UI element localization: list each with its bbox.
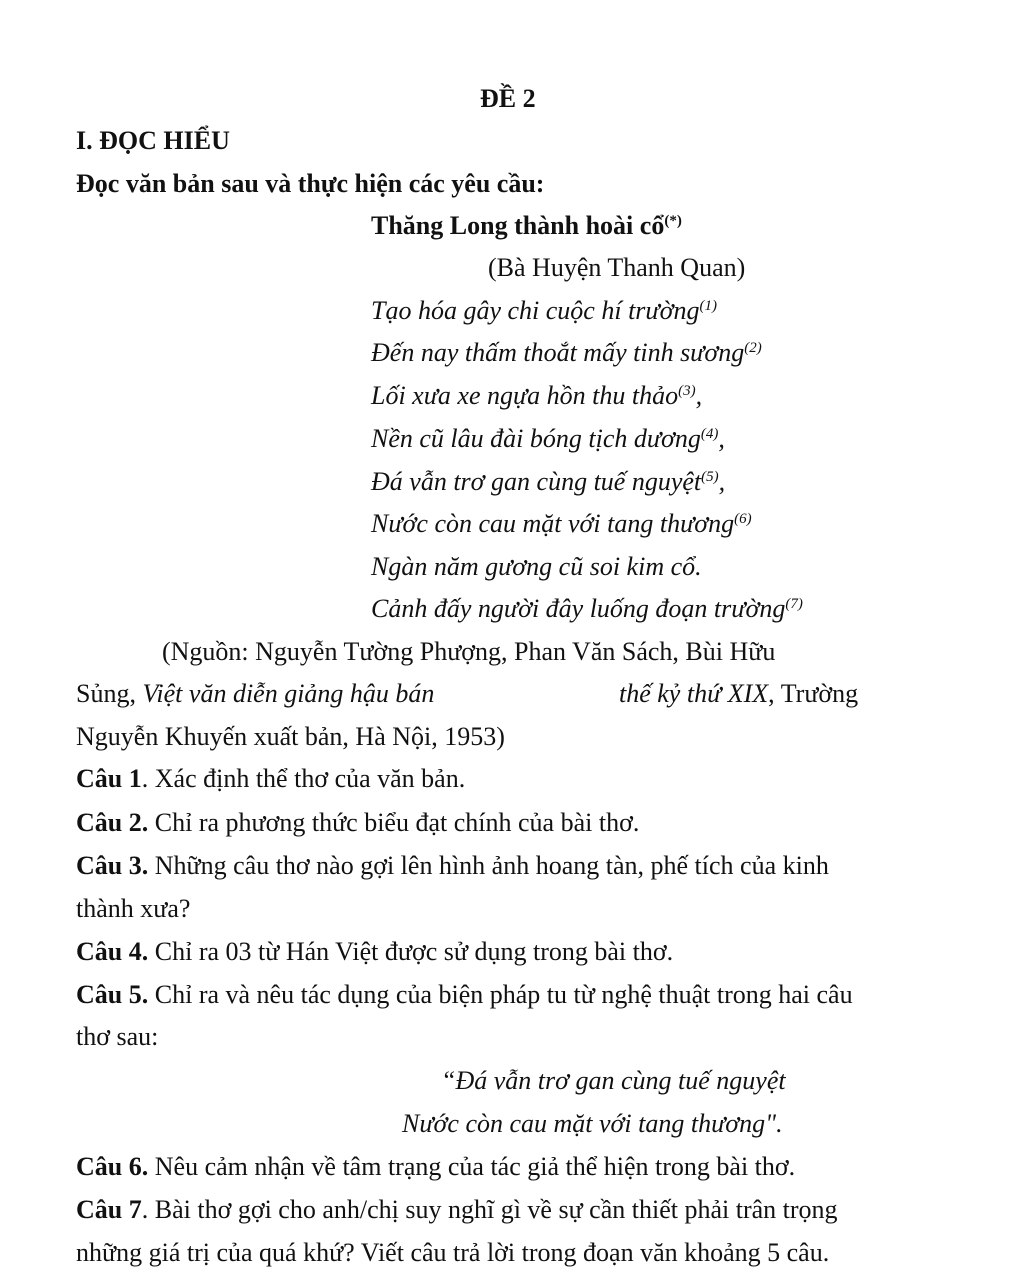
poem-title-note: (*) <box>664 213 682 229</box>
exam-title: ĐỀ 2 <box>480 84 536 113</box>
question-4: Câu 4. Chỉ ra 03 từ Hán Việt được sử dụng trong bài thơ. <box>76 937 674 966</box>
quote-line-1: “Đá vẫn trơ gan cùng tuế nguyệt <box>441 1066 786 1095</box>
source-line-2: Sủng, Việt văn diễn giảng hậu bán <box>76 679 435 708</box>
question-3: Câu 3. Những câu thơ nào gợi lên hình ảnh hoang tàn, phế tích của kinh <box>76 851 829 880</box>
poem-line: Nước còn cau mặt với tang thương$^{(6)}$ <box>371 509 752 538</box>
question-7: Câu 7. Bài thơ gợi cho anh/chị suy nghĩ gì về sự cần thiết phải trân trọng <box>76 1195 838 1224</box>
poem-title <box>371 211 682 241</box>
question-5: Câu 5. Chỉ ra và nêu tác dụng của biện pháp tu từ nghệ thuật trong hai câu <box>76 980 853 1009</box>
poem-author: (Bà Huyện Thanh Quan) <box>488 253 746 282</box>
question-7-cont: những giá trị của quá khứ? Viết câu trả lời trong đoạn văn khoảng 5 câu. <box>76 1238 830 1267</box>
question-3-cont: thành xưa? <box>76 894 191 923</box>
question-6: Câu 6. Nêu cảm nhận về tâm trạng của tác giả thể hiện trong bài thơ. <box>76 1152 796 1181</box>
source-line-3: Nguyễn Khuyến xuất bản, Hà Nội, 1953) <box>76 722 505 751</box>
poem-line: Đến nay thấm thoắt mấy tinh sương$^{(2)}$ <box>371 338 762 367</box>
source-book-title: Việt văn diễn giảng hậu bán <box>142 679 435 708</box>
source-line-2b: thế kỷ thứ XIX, Trường <box>619 679 859 708</box>
source-book-title-cont: thế kỷ thứ XIX <box>619 679 769 708</box>
source-line-1: (Nguồn: Nguyễn Tường Phượng, Phan Văn Sách, Bùi Hữu <box>162 637 776 666</box>
question-1: Câu 1. Xác định thể thơ của văn bản. <box>76 764 466 793</box>
poem-line: Tạo hóa gây chi cuộc hí trường$^{(1)}$ <box>371 296 717 325</box>
poem-line: Đá vẫn trơ gan cùng tuế nguyệt$^{(5)}$, <box>371 467 726 496</box>
instruction: Đọc văn bản sau và thực hiện các yêu cầu: <box>76 169 545 198</box>
quote-line-2: Nước còn cau mặt với tang thương". <box>402 1109 783 1138</box>
poem-title-text: Thăng Long thành hoài cổ <box>371 211 665 240</box>
question-2: Câu 2. Chỉ ra phương thức biểu đạt chính của bài thơ. <box>76 808 640 837</box>
section-heading: I. ĐỌC HIỂU <box>76 126 230 155</box>
poem-line: Ngàn năm gương cũ soi kim cổ. <box>371 552 702 581</box>
poem-line: Nền cũ lâu đài bóng tịch dương$^{(4)}$, <box>371 424 725 453</box>
poem-line: Lối xưa xe ngựa hồn thu thảo$^{(3)}$, <box>371 381 703 410</box>
poem-line: Cảnh đấy người đây luống đoạn trường$^{(7)}$ <box>371 594 803 623</box>
question-5-cont: thơ sau: <box>76 1022 159 1051</box>
